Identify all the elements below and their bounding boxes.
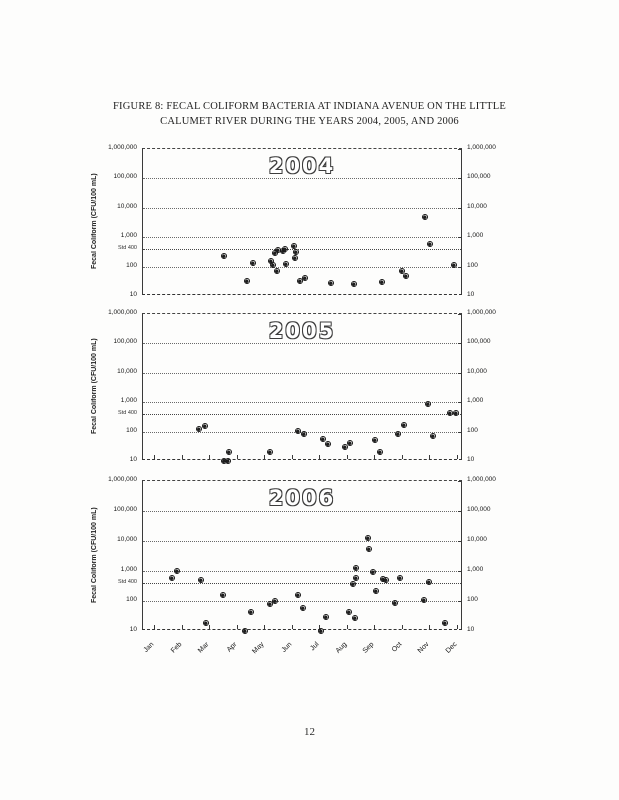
axis-tick <box>458 267 461 268</box>
gridline <box>143 601 461 602</box>
month-tick <box>347 625 348 629</box>
figure-caption-line2: CALUMET RIVER DURING THE YEARS 2004, 2005, AND 2006 <box>160 115 459 127</box>
month-tick <box>292 455 293 459</box>
x-month-label: Sep <box>361 641 376 655</box>
y-axis-tick-labels-left <box>95 144 139 298</box>
y-tick-label: 1,000 <box>120 397 137 405</box>
data-point <box>323 614 329 620</box>
month-tick <box>292 625 293 629</box>
data-point <box>274 268 280 274</box>
y-axis-tick-labels-left <box>95 476 139 633</box>
page-number: 12 <box>304 726 315 738</box>
x-month-label: May <box>251 641 266 656</box>
data-point <box>169 575 175 581</box>
axis-tick <box>458 402 461 403</box>
month-tick <box>402 625 403 629</box>
std-400-label: Std 400 <box>118 578 137 585</box>
y-tick-label-right: 10,000 <box>467 367 487 375</box>
month-tick <box>457 455 458 459</box>
y-tick-label: 100,000 <box>113 338 137 346</box>
x-month-label: Aug <box>334 641 348 655</box>
axis-tick <box>458 481 461 482</box>
chart-2004 <box>0 144 619 307</box>
y-axis-tick-labels-left <box>95 309 139 463</box>
std-400-line <box>143 583 461 584</box>
axis-tick <box>458 237 461 238</box>
y-tick-label-right: 100 <box>467 261 478 269</box>
month-tick <box>429 625 430 629</box>
y-axis-tick-labels-right <box>467 476 517 633</box>
data-point <box>442 620 448 626</box>
month-tick <box>457 625 458 629</box>
data-point <box>350 581 356 587</box>
data-point <box>225 458 231 464</box>
y-tick-label: 100,000 <box>113 173 137 181</box>
y-tick-label-right: 10 <box>467 456 475 463</box>
y-tick-label: 10 <box>129 291 137 298</box>
y-axis-tick-labels-right <box>467 144 517 298</box>
data-point <box>353 575 359 581</box>
y-axis-title: Fecal Coliform (CFU/100 mL) <box>91 507 98 603</box>
data-point <box>226 449 232 455</box>
y-axis-title: Fecal Coliform (CFU/100 mL) <box>91 173 98 270</box>
chart-2005 <box>0 309 619 472</box>
gridline <box>143 541 461 542</box>
y-tick-label-right: 100,000 <box>467 173 491 181</box>
x-month-label: Jul <box>309 641 321 653</box>
y-tick-label-right: 1,000 <box>467 397 484 405</box>
month-tick <box>182 455 183 459</box>
data-point <box>453 410 459 416</box>
y-tick-label: 10,000 <box>117 202 137 210</box>
axis-tick <box>458 432 461 433</box>
data-point <box>244 278 250 284</box>
month-tick <box>374 625 375 629</box>
y-axis-tick-labels-right <box>467 309 517 463</box>
data-point <box>403 273 409 279</box>
x-month-label: Nov <box>416 641 431 655</box>
month-tick <box>154 625 155 629</box>
data-point <box>426 579 432 585</box>
data-point <box>427 241 433 247</box>
y-tick-label: 100,000 <box>113 506 137 513</box>
data-point <box>325 441 331 447</box>
y-axis-title: Fecal Coliform (CFU/100 mL) <box>91 338 98 435</box>
x-month-label: Mar <box>196 641 211 655</box>
y-tick-label: 100 <box>126 261 137 269</box>
month-tick <box>319 455 320 459</box>
data-point <box>174 568 180 574</box>
axis-tick <box>458 571 461 572</box>
data-point <box>272 598 278 604</box>
data-point <box>430 433 436 439</box>
data-point <box>198 577 204 583</box>
x-month-label: Jan <box>142 641 156 654</box>
y-tick-label-right: 10,000 <box>467 202 487 210</box>
data-point <box>242 628 248 634</box>
month-tick <box>347 455 348 459</box>
data-point <box>203 620 209 626</box>
plot-area <box>142 480 462 630</box>
data-point <box>392 600 398 606</box>
month-tick <box>264 455 265 459</box>
data-point <box>373 588 379 594</box>
y-tick-label-right: 100 <box>467 426 478 434</box>
data-point <box>202 423 208 429</box>
data-point <box>397 575 403 581</box>
plot-area <box>142 148 462 295</box>
y-tick-label-right: 10 <box>467 626 475 633</box>
axis-tick <box>458 541 461 542</box>
gridline <box>143 267 461 268</box>
data-point <box>220 592 226 598</box>
y-tick-label: 10 <box>129 456 137 463</box>
data-point <box>292 255 298 261</box>
plot-area <box>142 313 462 460</box>
data-point <box>395 431 401 437</box>
data-point <box>328 280 334 286</box>
data-point <box>401 422 407 428</box>
y-tick-label-right: 1,000,000 <box>467 144 496 151</box>
axis-tick <box>458 511 461 512</box>
gridline <box>143 402 461 403</box>
gridline <box>143 511 461 512</box>
month-tick <box>374 455 375 459</box>
axis-tick <box>458 601 461 602</box>
x-axis-month-labels <box>142 638 462 664</box>
data-point <box>320 436 326 442</box>
data-point <box>250 260 256 266</box>
x-month-label: Feb <box>169 641 183 655</box>
month-tick <box>154 455 155 459</box>
figure-caption-line1: FIGURE 8: FECAL COLIFORM BACTERIA AT INDIANA AVENUE ON THE LITTLE <box>113 101 506 112</box>
data-point <box>221 253 227 259</box>
data-point <box>379 279 385 285</box>
x-month-label: Oct <box>390 641 403 654</box>
data-point <box>351 281 357 287</box>
figure-caption <box>50 100 569 129</box>
y-tick-label: 10,000 <box>117 367 137 375</box>
month-tick <box>264 625 265 629</box>
data-point <box>421 597 427 603</box>
data-point <box>295 592 301 598</box>
std-400-line <box>143 414 461 415</box>
y-tick-label-right: 1,000,000 <box>467 309 496 316</box>
y-tick-label-right: 100 <box>467 596 478 603</box>
y-tick-label: 1,000 <box>120 566 137 573</box>
y-tick-label: 10 <box>129 626 137 633</box>
y-tick-label: 1,000,000 <box>108 144 137 151</box>
chart-2006 <box>0 476 619 664</box>
gridline <box>143 237 461 238</box>
y-tick-label-right: 10 <box>467 291 475 298</box>
month-tick <box>237 455 238 459</box>
y-tick-label-right: 10,000 <box>467 536 487 543</box>
data-point <box>302 275 308 281</box>
axis-tick <box>458 314 461 315</box>
month-tick <box>209 625 210 629</box>
chart-year-title: 2005 <box>268 319 336 343</box>
x-month-label: Jun <box>280 641 293 654</box>
axis-tick <box>458 178 461 179</box>
data-point <box>352 615 358 621</box>
data-point <box>248 609 254 615</box>
chart-year-title: 2006 <box>268 486 336 510</box>
axis-tick <box>458 208 461 209</box>
y-tick-label-right: 100,000 <box>467 338 491 346</box>
gridline <box>143 208 461 209</box>
axis-tick <box>458 149 461 150</box>
data-point <box>366 546 372 552</box>
std-400-label: Std 400 <box>118 409 137 416</box>
data-point <box>300 605 306 611</box>
data-point <box>282 246 288 252</box>
y-tick-label: 100 <box>126 426 137 434</box>
data-point <box>425 401 431 407</box>
y-tick-label: 1,000,000 <box>108 309 137 316</box>
std-400-label: Std 400 <box>118 244 137 251</box>
gridline <box>143 178 461 179</box>
y-tick-label: 1,000 <box>120 232 137 240</box>
data-point <box>346 609 352 615</box>
y-tick-label-right: 100,000 <box>467 506 491 513</box>
gridline <box>143 373 461 374</box>
y-tick-label: 1,000,000 <box>108 476 137 483</box>
data-point <box>293 249 299 255</box>
data-point <box>347 440 353 446</box>
data-point <box>370 569 376 575</box>
y-tick-label: 100 <box>126 596 137 603</box>
month-tick <box>182 625 183 629</box>
data-point <box>267 449 273 455</box>
axis-tick <box>458 343 461 344</box>
x-month-label: Apr <box>225 641 238 654</box>
month-tick <box>209 455 210 459</box>
month-tick <box>237 625 238 629</box>
data-point <box>422 214 428 220</box>
x-month-label: Dec <box>444 641 458 655</box>
std-400-line <box>143 249 461 250</box>
y-tick-label-right: 1,000 <box>467 566 484 573</box>
data-point <box>318 628 324 634</box>
month-tick <box>402 455 403 459</box>
y-tick-label-right: 1,000,000 <box>467 476 496 483</box>
gridline <box>143 343 461 344</box>
chart-year-title: 2004 <box>268 154 336 178</box>
data-point <box>301 431 307 437</box>
data-point <box>372 437 378 443</box>
data-point <box>447 410 453 416</box>
y-tick-label: 10,000 <box>117 536 137 543</box>
y-tick-label-right: 1,000 <box>467 232 484 240</box>
axis-tick <box>458 373 461 374</box>
gridline <box>143 571 461 572</box>
month-tick <box>429 455 430 459</box>
data-point <box>377 449 383 455</box>
